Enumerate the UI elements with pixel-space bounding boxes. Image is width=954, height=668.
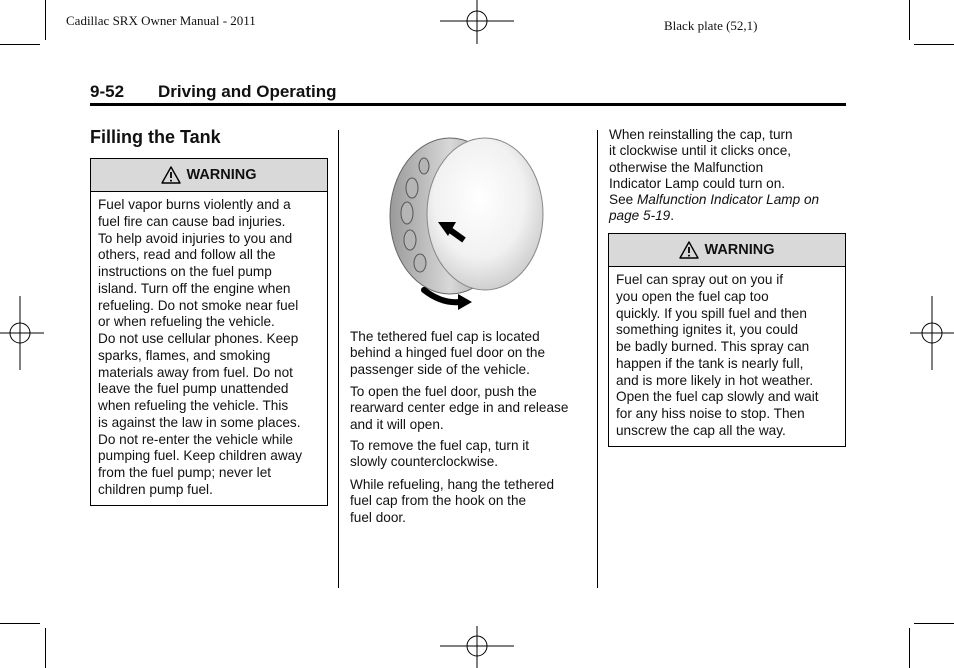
warning-line: happen if the tank is nearly full, (616, 355, 804, 371)
warning-line: when refueling the vehicle. This (98, 398, 289, 413)
registration-mark-icon (0, 296, 44, 370)
warning-line: materials away from fuel. Do not (98, 364, 293, 380)
warning-line: something ignites it, you could (616, 322, 799, 338)
page-title: Filling the Tank (90, 127, 221, 147)
crop-mark (914, 44, 954, 45)
crop-mark (45, 0, 46, 40)
warning-label: WARNING (704, 242, 775, 258)
registration-mark-icon (440, 626, 514, 668)
crop-mark (45, 628, 46, 668)
registration-mark-icon (440, 0, 514, 44)
warning-line: quickly. If you spill fuel and then (616, 305, 807, 321)
warning-line: Do not re-enter the vehicle while (98, 431, 293, 447)
crop-mark (909, 628, 910, 668)
paragraph: When reinstalling the cap, turn it clockwise until it clicks once, otherwise the Malfunction Indicator Lamp could turn on. See Malfunction Indicator Lamp on page 5-19. (609, 127, 820, 224)
warning-line: refueling. Do not smoke near fuel (98, 297, 299, 313)
warning-text (91, 192, 327, 499)
paragraph: The tethered fuel cap is located behind a hinged fuel door on the passenger side of the vehicle. (350, 329, 546, 377)
warning-line: Fuel can spray out on you if (616, 272, 783, 287)
warning-label: WARNING (186, 167, 257, 183)
warning-line: leave the fuel pump unattended (98, 381, 289, 397)
section-header (90, 81, 846, 106)
warning-line: for any hiss noise to stop. Then (616, 406, 805, 421)
warning-header (609, 234, 845, 267)
warning-line: and is more likely in hot weather. (616, 372, 814, 388)
warning-line: To help avoid injuries to you and (98, 230, 293, 246)
crop-mark (914, 623, 954, 624)
warning-line: be badly burned. This spray can (616, 339, 810, 354)
warning-line: pumping fuel. Keep children away (98, 448, 303, 464)
warning-line: Fuel vapor burns violently and a (98, 197, 291, 212)
warning-line: you open the fuel cap too (616, 288, 769, 304)
warning-header (91, 159, 327, 192)
crop-mark (909, 0, 910, 40)
warning-line: unscrew the cap all the way. (616, 422, 786, 438)
warning-line: others, read and follow all the (98, 247, 276, 263)
registration-mark-icon (910, 296, 954, 370)
warning-box-fuel-spray (608, 233, 846, 447)
warning-line: is against the law in some places. (98, 414, 301, 430)
warning-line: instructions on the fuel pump (98, 264, 272, 279)
warning-triangle-icon (679, 241, 699, 259)
warning-line: Do not use cellular phones. Keep (98, 331, 299, 346)
warning-line: or when refueling the vehicle. (98, 314, 275, 330)
warning-line: island. Turn off the engine when (98, 280, 291, 296)
warning-triangle-icon (161, 166, 181, 184)
warning-line: Open the fuel cap slowly and wait (616, 389, 819, 405)
paragraph: While refueling, hang the tethered fuel cap from the hook on the fuel door. (350, 477, 555, 525)
paragraph: To remove the fuel cap, turn it slowly counterclockwise. (350, 438, 530, 470)
section-title: Driving and Operating (158, 82, 337, 101)
warning-text (609, 267, 845, 440)
crop-mark (0, 44, 40, 45)
crop-mark (0, 623, 40, 624)
warning-line: children pump fuel. (98, 481, 213, 497)
print-header-left: Cadillac SRX Owner Manual - 2011 (66, 13, 256, 28)
warning-box-fuel-vapor (90, 158, 328, 506)
warning-line: fuel fire can cause bad injuries. (98, 213, 286, 229)
print-header-right: Black plate (52,1) (664, 18, 758, 33)
page-number: 9-52 (90, 82, 125, 101)
cross-reference-page[interactable]: page 5-19 (609, 208, 671, 224)
warning-line: from the fuel pump; never let (98, 465, 272, 480)
fuel-cap-illustration (380, 128, 580, 318)
column-divider (597, 130, 598, 588)
cross-reference-link[interactable]: Malfunction Indicator Lamp on (636, 192, 820, 208)
paragraph: To open the fuel door, push the rearward center edge in and release and it will open. (350, 384, 569, 432)
column-divider (338, 130, 339, 588)
warning-line: sparks, flames, and smoking (98, 347, 271, 363)
